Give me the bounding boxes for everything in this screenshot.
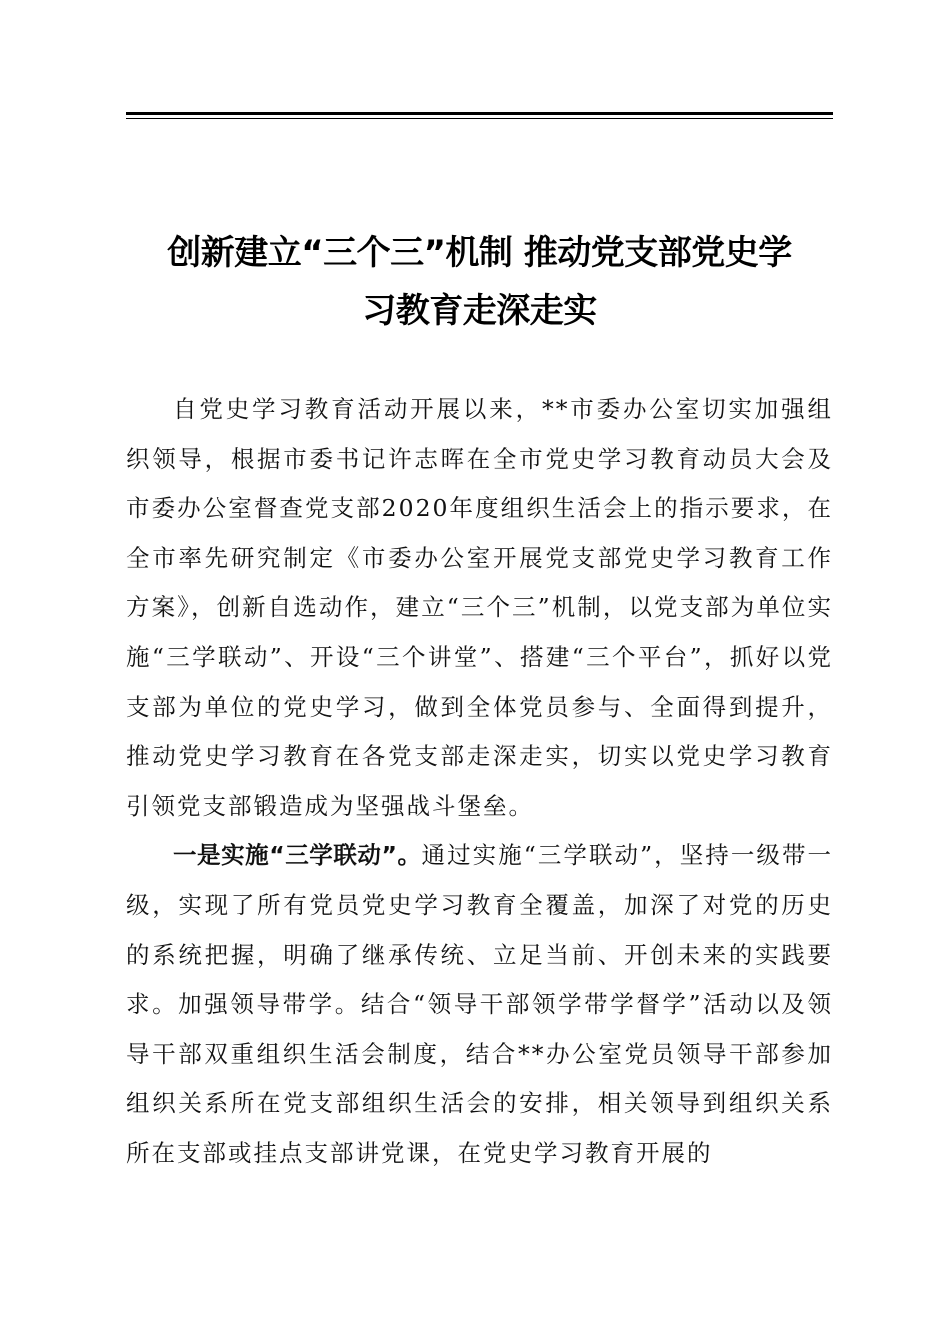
paragraph-intro-text: 自党史学习教育活动开展以来，**市委办公室切实加强组织领导，根据市委书记许志晖在全市党史学习教育动员大会及市委办公室督查党支部2020年度组织生活会上的指示要求，在全市率先研究制定《市委办公室开展党支部党史学习教育工作方案》，创新自选动作，建立“三个三”机制，以党支部为单位实施“三学联动”、开设“三个讲堂”、搭建“三个平台”，抓好以党支部为单位的党史学习，做到全体党员参与、全面得到提升，推动党史学习教育在各党支部走深走实，切实以党史学习教育引领党支部锻造成为坚强战斗堡垒。 — [126, 395, 833, 820]
document-title — [126, 224, 833, 340]
document-body — [126, 385, 833, 1179]
section-1-heading: 一是实施“三学联动”。 — [173, 841, 422, 870]
header-rule-thin — [126, 118, 833, 119]
document-title-line-1: 创新建立“三个三”机制 推动党支部党史学 — [167, 233, 792, 273]
paragraph-section-1 — [126, 831, 833, 1178]
document-title-line-2: 习教育走深走实 — [362, 291, 597, 331]
header-rule-thick — [126, 112, 833, 115]
paragraph-intro — [126, 385, 833, 831]
section-1-text: 通过实施“三学联动”，坚持一级带一级，实现了所有党员党史学习教育全覆盖，加深了对党的历史的系统把握，明确了继承传统、立足当前、开创未来的实践要求。加强领导带学。结合“领导干部领学带学督学”活动以及领导干部双重组织生活会制度，结合**办公室党员领导干部参加组织关系所在党支部组织生活会的安排，相关领导到组织关系所在支部或挂点支部讲党课，在党史学习教育开展的 — [126, 841, 834, 1167]
